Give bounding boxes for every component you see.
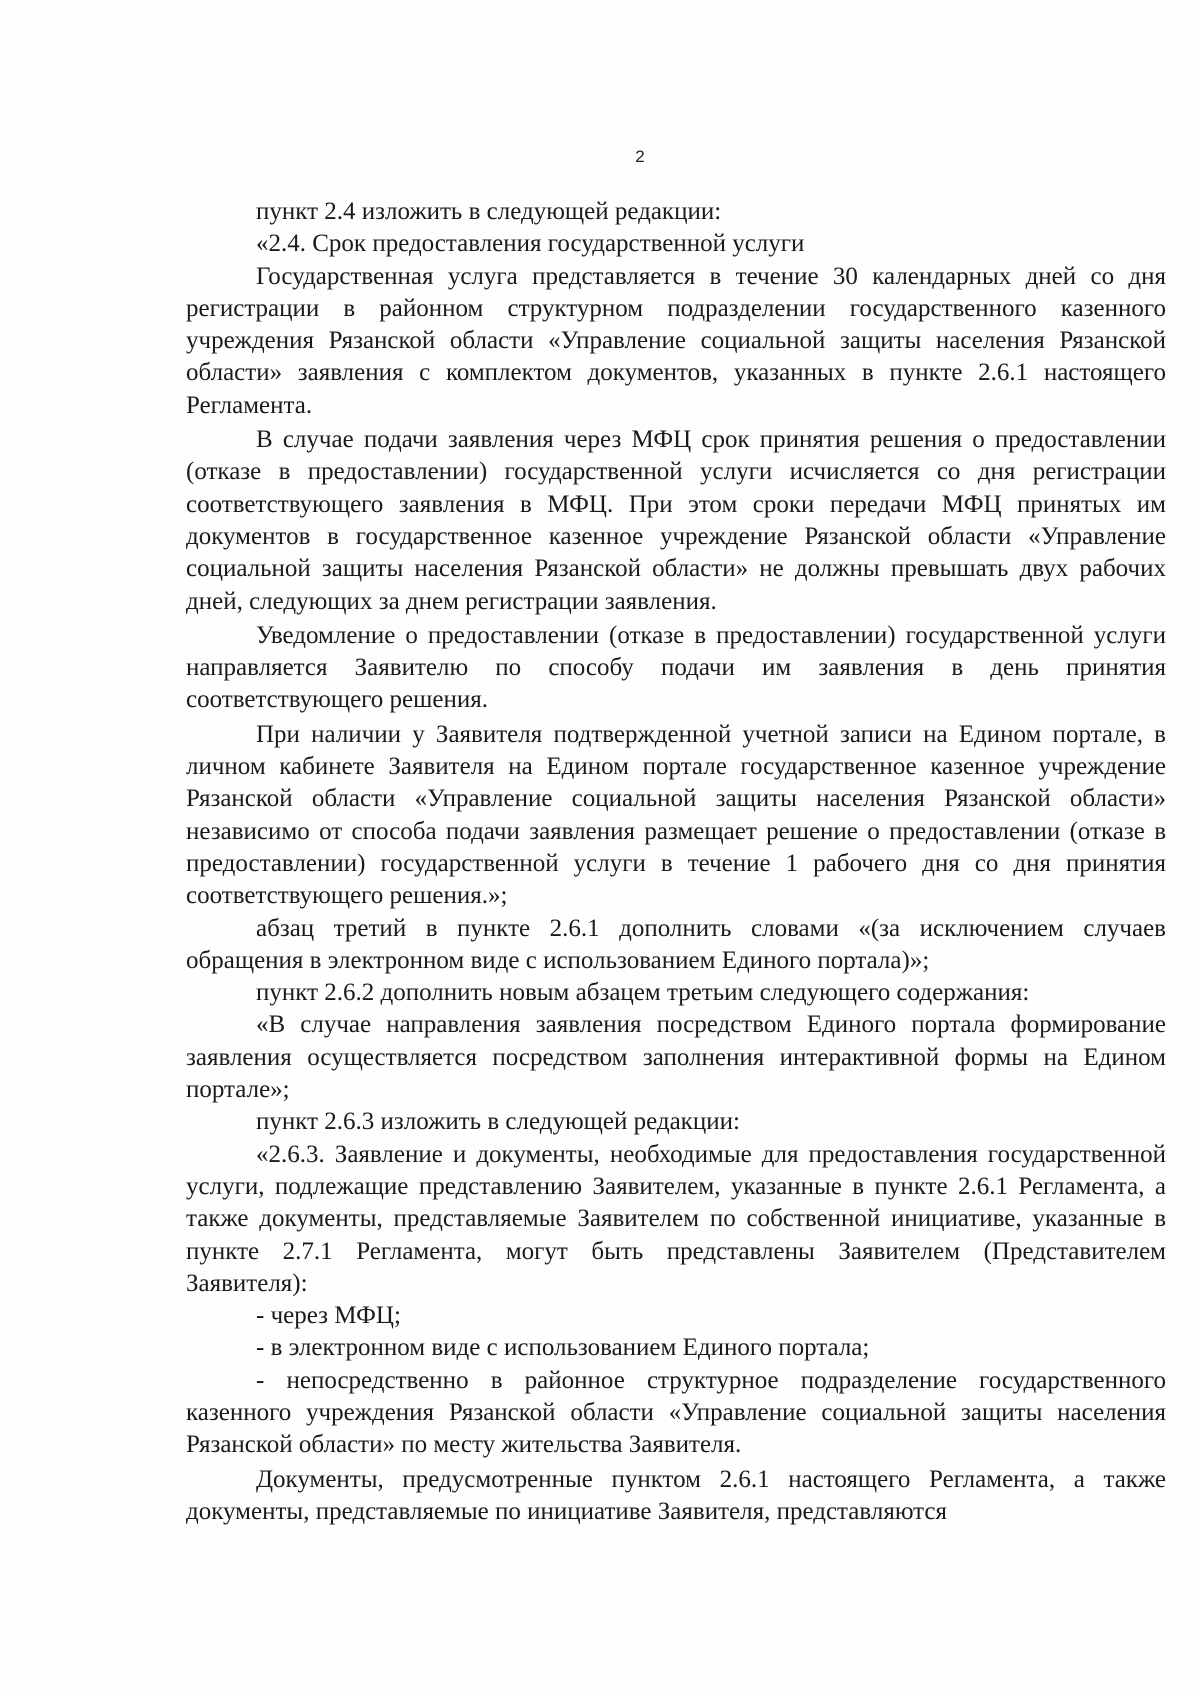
paragraph: «В случае направления заявления посредством Единого портала формирование заявления осуществляется посредством заполнения интерактивной формы на Едином портале»; <box>186 1011 1166 1104</box>
paragraph: Уведомление о предоставлении (отказе в предоставлении) государственной услуги направляется Заявителю по способу подачи им заявления в день принятия соответствующего решения. <box>186 621 1166 714</box>
page-number: 2 <box>635 147 645 166</box>
paragraph: абзац третий в пункте 2.6.1 дополнить словами «(за исключением случаев обращения в электронном виде с использованием Единого портала)»; <box>186 914 1166 974</box>
paragraph: пункт 2.6.2 дополнить новым абзацем третьим следующего содержания: <box>256 979 1030 1007</box>
list-item: - через МФЦ; <box>256 1302 401 1330</box>
paragraph: Документы, предусмотренные пунктом 2.6.1 настоящего Регламента, а также документы, представляемые по инициативе Заявителя, представляются <box>186 1465 1166 1525</box>
paragraph: «2.6.3. Заявление и документы, необходимые для предоставления государственной услуги, подлежащие представлению Заявителем, указанные в пункте 2.6.1 Регламента, а также документы, представляемые Заявителем по собственной инициативе, указанные в пункте 2.7.1 Регламента, могут быть представлены Заявителем (Представителем Заявителя): <box>186 1140 1166 1297</box>
paragraph: пункт 2.6.3 изложить в следующей редакции: <box>256 1108 740 1136</box>
list-item: - непосредственно в районное структурное подразделение государственного казенного учреждения Рязанской области «Управление социальной защиты населения Рязанской области» по месту жительства Заявителя. <box>186 1366 1166 1459</box>
paragraph: пункт 2.4 изложить в следующей редакции: <box>256 198 722 225</box>
document-body <box>186 196 1166 1528</box>
paragraph: При наличии у Заявителя подтвержденной учетной записи на Едином портале, в личном кабинете Заявителя на Едином портале государственное казенное учреждение Рязанской области «Управление социальной защиты населения Рязанской области» независимо от способа подачи заявления размещает решение о предоставлении (отказе в предоставлении) государственной услуги в течение 1 рабочего дня со дня принятия соответствующего решения.»; <box>186 720 1166 910</box>
paragraph: «2.4. Срок предоставления государственной услуги <box>256 230 805 258</box>
list-item: - в электронном виде с использованием Единого портала; <box>256 1334 870 1362</box>
paragraph: В случае подачи заявления через МФЦ срок принятия решения о предоставлении (отказе в предоставлении) государственной услуги исчисляется со дня регистрации соответствующего заявления в МФЦ. При этом сроки передачи МФЦ принятых им документов в государственное казенное учреждение Рязанской области «Управление социальной защиты населения Рязанской области» не должны превышать двух рабочих дней, следующих за днем регистрации заявления. <box>186 426 1166 615</box>
paragraph: Государственная услуга представляется в течение 30 календарных дней со дня регистрации в районном структурном подразделении государственного казенного учреждения Рязанской области «Управление социальной защиты населения Рязанской области» заявления с комплектом документов, указанных в пункте 2.6.1 настоящего Регламента. <box>186 262 1166 419</box>
